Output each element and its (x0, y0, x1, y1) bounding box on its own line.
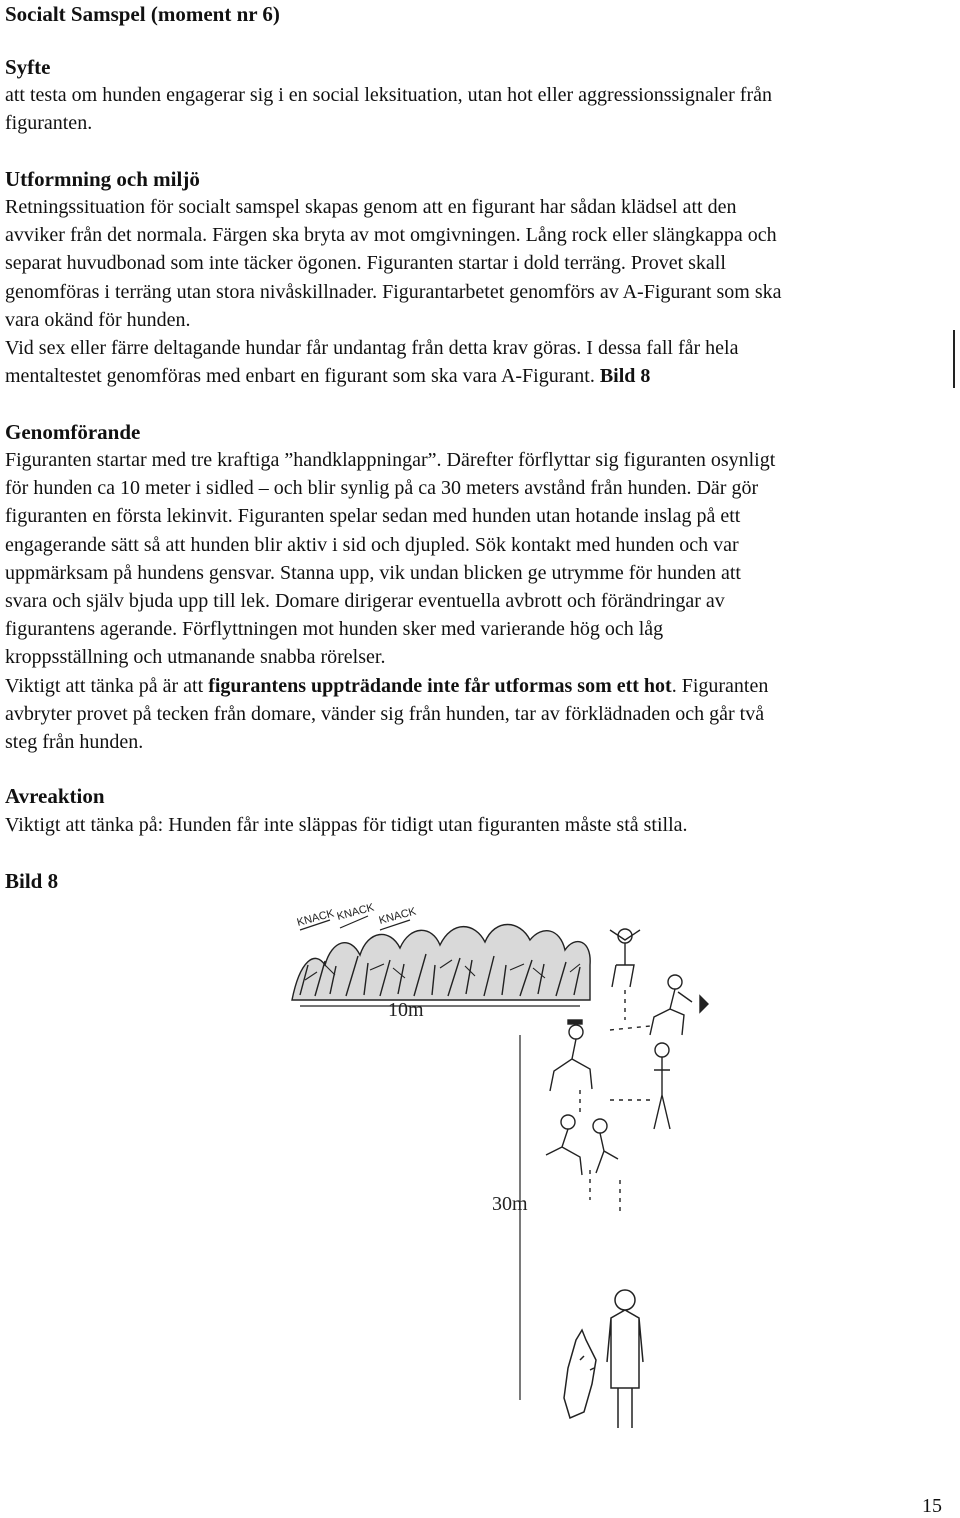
text-line: Figuranten startar med tre kraftiga ”handklappningar”. Därefter förflyttar sig figuranten osynligt (5, 449, 776, 471)
text-line: engagerande sätt så att hunden blir aktiv i sid och djupled. Sök kontakt med hunden och var (5, 533, 739, 556)
text-line: svara och själv bjuda upp till lek. Domare dirigerar eventuella avbrott och förändringar av (5, 590, 725, 613)
text-line: att testa om hunden engagerar sig i en social leksituation, utan hot eller aggressionssignaler från (5, 84, 772, 106)
figure-reference: Bild 8 (599, 365, 651, 388)
text-segment: Viktigt att tänka på är att (5, 674, 209, 697)
svg-text:KNACK: KNACK (295, 907, 336, 929)
text-line: steg från hunden. (5, 731, 144, 754)
bushes-illustration (292, 916, 590, 1000)
figure-caption: Bild 8 (5, 869, 59, 893)
page-number: 15 (922, 1495, 942, 1517)
text-line: Viktigt att tänka på: Hunden får inte släppas för tidigt utan figuranten måste stå stilla. (5, 814, 688, 836)
clap-sound-marks (296, 901, 418, 929)
document-title: Socialt Samspel (moment nr 6) (5, 2, 280, 26)
text-line (5, 672, 955, 700)
text-line: figuranten en första lekinvit. Figuranten spelar sedan med hunden utan hotande inslag på ett (5, 505, 741, 528)
section-heading-genomforande: Genomförande (5, 420, 141, 444)
handler-and-dog-illustration (564, 1290, 643, 1428)
section-body-syfte (5, 81, 955, 137)
text-line: figurantens agerande. Förflyttningen mot hunden sker med varierande hög och låg (5, 618, 664, 641)
section-heading-syfte: Syfte (5, 55, 51, 79)
text-line: kroppsställning och utmanande snabba rörelser. (5, 646, 386, 669)
distance-label-10m: 10m (388, 999, 424, 1021)
text-line: vara okänd för hunden. (5, 308, 191, 331)
distance-label-30m: 30m (492, 1193, 528, 1215)
figure-sketch (280, 890, 710, 1450)
text-segment: . Figuranten (671, 674, 769, 697)
text-line: för hunden ca 10 meter i sidled – och blir synlig på ca 30 meters avstånd från hunden. Där gör (5, 477, 759, 500)
svg-text:KNACK: KNACK (335, 901, 376, 923)
text-line: separat huvudbonad som inte täcker ögonen. Figuranten startar i dold terräng. Provet skall (5, 252, 726, 275)
text-line: avviker från det normala. Färgen ska bryta av mot omgivningen. Lång rock eller slängkappa och (5, 224, 777, 247)
revision-change-bar (953, 330, 955, 388)
text-segment: mentaltestet genomföras med enbart en figurant som ska vara A-Figurant. (5, 365, 600, 388)
section-body-genomforande (5, 446, 955, 756)
text-line: figuranten. (5, 112, 93, 135)
svg-text:KNACK: KNACK (377, 905, 418, 927)
section-body-utformning (5, 193, 955, 390)
emphasis-text: figurantens uppträdande inte får utformas som ett hot (208, 674, 672, 697)
text-line: uppmärksam på hundens gensvar. Stanna upp, vik undan blicken ge utrymme för hunden att (5, 561, 741, 584)
text-line: Retningssituation för socialt samspel skapas genom att en figurant har sådan klädsel att den (5, 196, 737, 218)
text-line: avbryter provet på tecken från domare, vänder sig från hunden, tar av förklädnaden och går två (5, 702, 765, 725)
section-body-avreaktion (5, 811, 955, 839)
text-line (5, 362, 955, 390)
text-line: genomföras i terräng utan stora nivåskillnader. Figurantarbetet genomförs av A-Figurant som ska (5, 280, 782, 303)
text-line: Vid sex eller färre deltagande hundar får undantag från detta krav göras. I dessa fall får hela (5, 337, 739, 360)
section-heading-utformning: Utformning och miljö (5, 167, 200, 191)
section-heading-avreaktion: Avreaktion (5, 784, 105, 808)
